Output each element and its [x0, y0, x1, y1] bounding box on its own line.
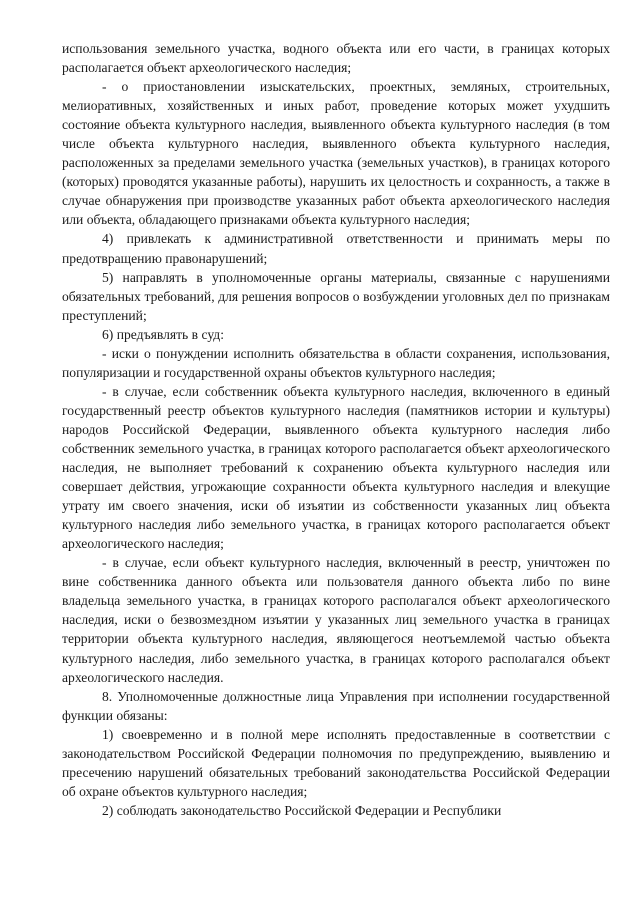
- paragraph-suspension-of-works: - о приостановлении изыскательских, проектных, земляных, строительных, мелиоративных, хозяйственных и иных работ, проведение которых может ухудшить состояние объекта культурного наследия, выявленного объекта культурного наследия (в том числе объекта культурного наследия, выявленного объекта культурного наследия, расположенных за пределами земельного участка (земельных участков), в границах которого (которых) проводятся указанные работы), нарушить их целостность и сохранность, а также в случае обнаружения при производстве указанных работ объекта археологического наследия или объекта, обладающего признаками объекта культурного наследия;: [62, 79, 610, 228]
- paragraph-duty-1: 1) своевременно и в полной мере исполнять предоставленные в соответствии с законодательством Российской Федерации полномочия по предупреждению, выявлению и пресечению нарушений обязательных требований законодательства Российской Федерации об охране объектов культурного наследия;: [62, 726, 610, 799]
- paragraph-claims-destroyed: - в случае, если объект культурного наследия, включенный в реестр, уничтожен по вине собственника данного объекта или пользователя данного объекта либо по вине владельца земельного участка, в границах которого располагался объект археологического наследия, иски о безвозмездном изъятии у указанных лиц земельного участка в границах территории объекта культурного наследия, являющегося неотъемлемой частью объекта культурного наследия, либо земельного участка, в границах которого располагался объект археологического наследия.: [62, 555, 610, 685]
- paragraph-section-8: 8. Уполномоченные должностные лица Управления при исполнении государственной функции обязаны:: [62, 688, 610, 723]
- paragraph-duty-2: 2) соблюдать законодательство Российской Федерации и Республики: [102, 802, 502, 818]
- paragraph-claims-seizure: - в случае, если собственник объекта культурного наследия, включенного в единый государственный реестр объектов культурного наследия (памятников истории и культуры) народов Российской Федерации, выявленного объекта культурного наследия либо собственник земельного участка, в границах которого располагается объект археологического наследия, не выполняет требований к сохранению объекта культурного наследия или совершает действия, угрожающие сохранности объекта культурного наследия и влекущие утрату им своего значения, иски об изъятии из собственности указанных лиц объекта культурного наследия либо земельного участка, в границах которого располагается объект археологического наследия;: [62, 383, 610, 552]
- paragraph-claims-compel: - иски о понуждении исполнить обязательства в области сохранения, использования, популяризации и государственной охраны объектов культурного наследия;: [62, 345, 610, 380]
- paragraph-item-4: 4) привлекать к административной ответственности и принимать меры по предотвращению правонарушений;: [62, 231, 610, 266]
- paragraph-continuation: использования земельного участка, водного объекта или его части, в границах которых располагается объект археологического наследия;: [62, 41, 610, 76]
- document-body: [62, 39, 610, 820]
- paragraph-item-6: 6) предъявлять в суд:: [102, 326, 224, 342]
- paragraph-item-5: 5) направлять в уполномоченные органы материалы, связанные с нарушениями обязательных требований, для решения вопросов о возбуждении уголовных дел по признакам преступлений;: [62, 269, 610, 323]
